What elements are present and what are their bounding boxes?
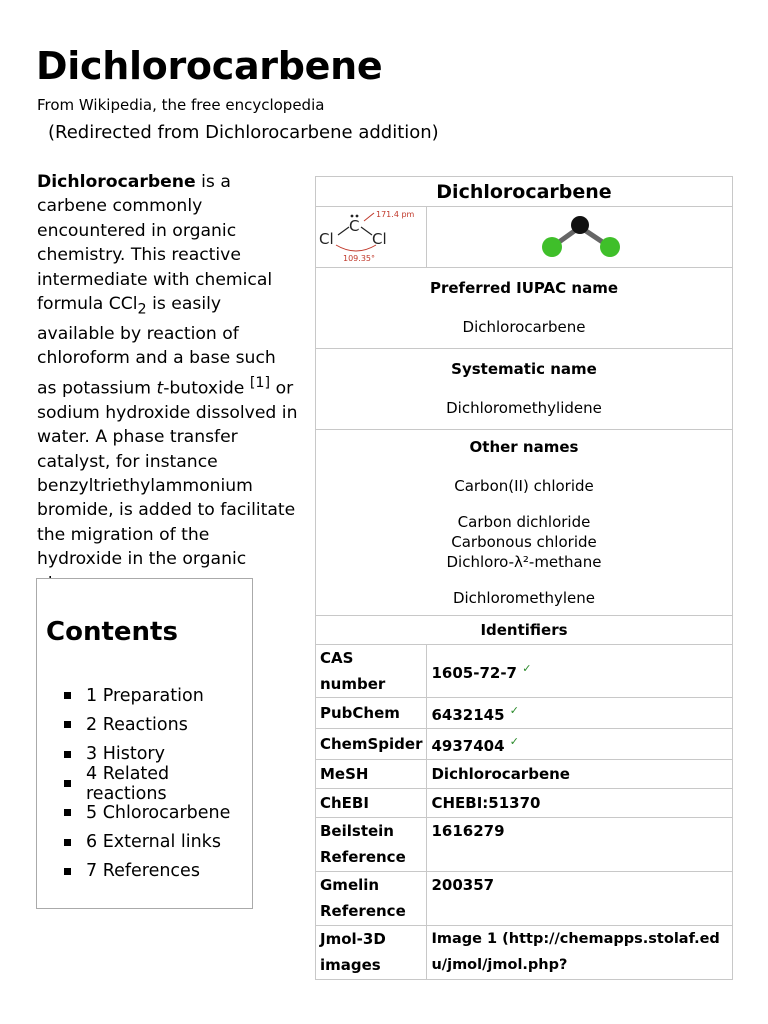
other-name: Carbon(II) chloride bbox=[454, 476, 594, 495]
other-name: Dichloro-λ²-methane bbox=[446, 552, 602, 571]
jmol-link[interactable]: Image 1 (http://chemapps.stolaf.edu/jmol/jmol.php? bbox=[427, 926, 733, 980]
row-value bbox=[427, 729, 733, 760]
check-icon: ✓ bbox=[509, 735, 519, 748]
infobox bbox=[315, 176, 733, 980]
bullet-icon bbox=[64, 780, 71, 787]
table-row bbox=[316, 645, 733, 698]
redirect-note: (Redirected from Dichlorocarbene addition) bbox=[48, 122, 439, 143]
check-icon: ✓ bbox=[522, 662, 532, 675]
row-label: Gmelin Reference bbox=[316, 872, 427, 926]
intro-text: -butoxide bbox=[163, 378, 250, 399]
toc-link[interactable]: 5 Chlorocarbene bbox=[86, 802, 231, 823]
row-value: 200357 bbox=[427, 872, 733, 926]
chebi-link[interactable]: CHEBI:51370 bbox=[427, 789, 733, 818]
pubchem-link[interactable]: 6432145 bbox=[431, 706, 505, 724]
toc-link[interactable]: 6 External links bbox=[86, 832, 221, 853]
other-name: Carbonous chloride bbox=[451, 532, 597, 551]
table-row bbox=[316, 872, 733, 926]
ball-stick-cell bbox=[427, 207, 733, 268]
table-row bbox=[316, 818, 733, 872]
other-names-label: Other names bbox=[469, 437, 579, 456]
row-label: ChEBI bbox=[316, 789, 427, 818]
atom-cl-right: Cl bbox=[372, 230, 387, 248]
chlorine-atom bbox=[600, 237, 620, 257]
table-of-contents bbox=[36, 578, 253, 909]
toc-item[interactable] bbox=[64, 827, 252, 856]
row-value bbox=[427, 698, 733, 729]
other-name: Dichloromethylene bbox=[452, 588, 596, 607]
bond-angle-arc bbox=[336, 245, 376, 251]
intro-term: Dichlorocarbene bbox=[37, 172, 196, 192]
toc-heading: Contents bbox=[46, 617, 178, 647]
citation-link[interactable]: [1] bbox=[249, 374, 271, 391]
toc-item[interactable] bbox=[64, 798, 252, 827]
bond-angle-label: 109.35° bbox=[343, 254, 375, 263]
systematic-value: Dichloromethylidene bbox=[446, 399, 602, 417]
from-wikipedia: From Wikipedia, the free encyclopedia bbox=[37, 96, 325, 114]
page-title: Dichlorocarbene bbox=[36, 44, 383, 88]
bullet-icon bbox=[64, 751, 71, 758]
intro-italic: t bbox=[156, 378, 164, 399]
toc-item[interactable] bbox=[64, 857, 252, 886]
table-row bbox=[316, 926, 733, 980]
check-icon: ✓ bbox=[509, 704, 519, 717]
infobox-title: Dichlorocarbene bbox=[316, 177, 733, 207]
bullet-icon bbox=[64, 868, 71, 875]
toc-link[interactable]: 2 Reactions bbox=[86, 714, 188, 735]
row-label: CAS number bbox=[316, 645, 427, 698]
intro-text: is easily available by reaction of chloroform and a base such as potassium bbox=[37, 294, 276, 399]
structure-diagram-cell bbox=[316, 207, 427, 268]
lewis-structure-diagram[interactable] bbox=[316, 207, 420, 263]
other-names-section bbox=[316, 430, 733, 616]
intro-paragraph bbox=[37, 170, 299, 596]
toc-item[interactable] bbox=[64, 763, 252, 804]
intro-text: is a carbene commonly encountered in organic chemistry. This reactive intermediate with chemical formula CCl bbox=[37, 172, 273, 315]
bullet-icon bbox=[64, 839, 71, 846]
lone-pair-dot bbox=[356, 215, 359, 218]
row-value bbox=[427, 645, 733, 698]
atom-c: C bbox=[349, 217, 360, 235]
bond-length-label: 171.4 pm bbox=[376, 210, 415, 219]
bond-line bbox=[338, 227, 349, 235]
toc-item[interactable] bbox=[64, 681, 252, 710]
identifiers-header: Identifiers bbox=[316, 616, 733, 645]
toc-item[interactable] bbox=[64, 710, 252, 739]
chlorine-atom bbox=[542, 237, 562, 257]
table-row bbox=[316, 729, 733, 760]
row-label: PubChem bbox=[316, 698, 427, 729]
toc-link[interactable]: 1 Preparation bbox=[86, 685, 204, 706]
bullet-icon bbox=[64, 721, 71, 728]
toc-link[interactable]: 3 History bbox=[86, 744, 165, 765]
carbon-atom bbox=[571, 216, 589, 234]
toc-link[interactable]: 4 Related reactions bbox=[86, 763, 170, 804]
row-label: MeSH bbox=[316, 760, 427, 789]
table-row bbox=[316, 760, 733, 789]
bond-line bbox=[361, 227, 372, 235]
row-label: Beilstein Reference bbox=[316, 818, 427, 872]
mesh-link[interactable]: Dichlorocarbene bbox=[427, 760, 733, 789]
ball-and-stick-model[interactable] bbox=[530, 207, 630, 263]
lone-pair-dot bbox=[351, 215, 354, 218]
atom-cl-left: Cl bbox=[319, 230, 334, 248]
row-label: ChemSpider bbox=[316, 729, 427, 760]
intro-text: or sodium hydroxide dissolved in water. A phase transfer catalyst, for instance benzyltriethylammonium bromide, is added to facilitate the migration of the hydroxide in the organic bbox=[37, 378, 298, 570]
iupac-section bbox=[316, 268, 733, 349]
systematic-section bbox=[316, 349, 733, 430]
chemspider-link[interactable]: 4937404 bbox=[431, 737, 505, 755]
bullet-icon bbox=[64, 809, 71, 816]
cas-link[interactable]: 1605-72-7 bbox=[431, 664, 517, 682]
iupac-value: Dichlorocarbene bbox=[462, 318, 586, 336]
table-row bbox=[316, 698, 733, 729]
iupac-label: Preferred IUPAC name bbox=[429, 279, 618, 297]
intro-sub: 2 bbox=[137, 301, 147, 318]
table-row bbox=[316, 789, 733, 818]
bond-length-arrow bbox=[364, 213, 374, 221]
toc-list bbox=[64, 681, 252, 886]
bullet-icon bbox=[64, 692, 71, 699]
toc-link[interactable]: 7 References bbox=[86, 861, 200, 882]
row-value: 1616279 bbox=[427, 818, 733, 872]
systematic-label: Systematic name bbox=[451, 360, 597, 378]
row-label: Jmol-3D images bbox=[316, 926, 427, 980]
other-name: Carbon dichloride bbox=[457, 512, 591, 531]
